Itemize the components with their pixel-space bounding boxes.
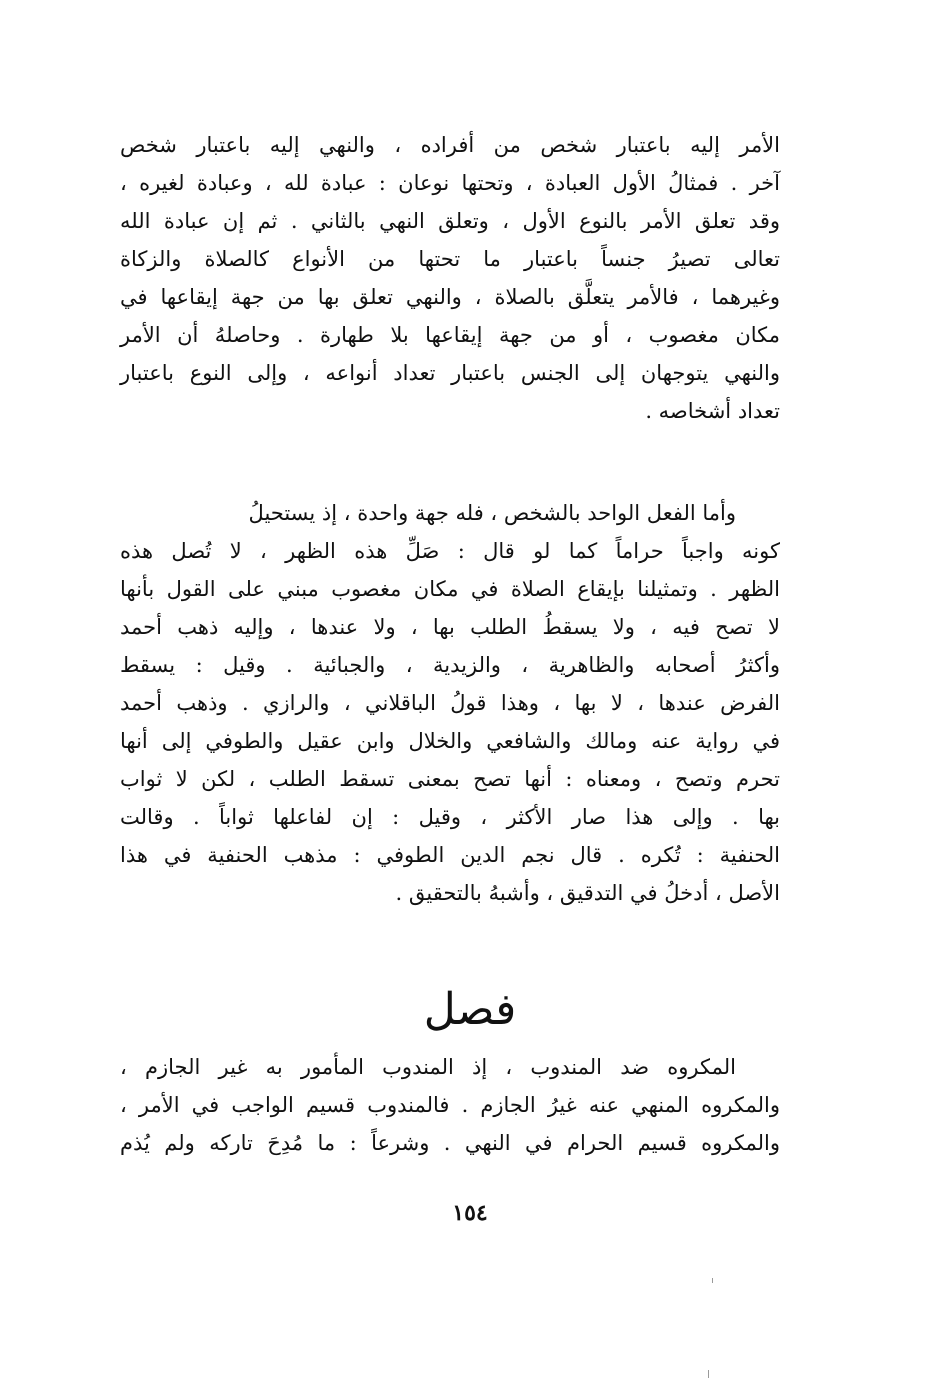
text-line: بها . وإلى هذا صار الأكثر ، وقيل : إن لفاعلها ثواباً . وقالت bbox=[120, 805, 780, 829]
text-line: وأما الفعل الواحد بالشخص ، فله جهة واحدة ، إذ يستحيلُ bbox=[248, 501, 736, 525]
text-line: في رواية عنه ومالك والشافعي والخلال وابن عقيل والطوفي إلى أنها bbox=[120, 729, 780, 753]
text-line: لا تصح فيه ، ولا يسقطُ الطلب بها ، ولا عندها ، وإليه ذهب أحمد bbox=[120, 615, 780, 639]
text-line: الأصل ، أدخلُ في التدقيق ، وأشبهُ بالتحقيق . bbox=[395, 881, 780, 905]
text-line: تعالى تصيرُ جنساً باعتبار ما تحتها من الأنواع كالصلاة والزكاة bbox=[120, 247, 780, 271]
text-line: وغيرهما ، فالأمر يتعلَّق بالصلاة ، والنهي تعلق بها من جهة إيقاعها في bbox=[120, 285, 780, 309]
text-line: والمكروه المنهي عنه غيرُ الجازم . فالمندوب قسيم الواجب في الأمر ، bbox=[120, 1093, 780, 1117]
text-line: الأمر إليه باعتبار شخص من أفراده ، والنهي إليه باعتبار شخص bbox=[120, 133, 780, 157]
text-line: والمكروه قسيم الحرام في النهي . وشرعاً : ما مُدِحَ تاركه ولم يُذم bbox=[120, 1131, 780, 1155]
scan-speck bbox=[708, 1370, 709, 1378]
text-line: الحنفية : تُكره . قال نجم الدين الطوفي : مذهب الحنفية في هذا bbox=[120, 843, 780, 867]
paragraph-1 bbox=[120, 126, 780, 430]
text-line: والنهي يتوجهان إلى الجنس باعتبار تعداد أنواعه ، وإلى النوع باعتبار bbox=[120, 361, 780, 385]
section-heading: فصل bbox=[423, 984, 517, 1035]
text-line: وأكثرُ أصحابه والظاهرية ، والزيدية ، والجبائية . وقيل : يسقط bbox=[120, 653, 780, 677]
text-line: الفرض عندها ، لا بها ، وهذا قولُ الباقلاني ، والرازي . وذهب أحمد bbox=[120, 691, 780, 715]
text-line: المكروه ضد المندوب ، إذ المندوب المأمور به غير الجازم ، bbox=[120, 1055, 736, 1079]
text-line: وقد تعلق الأمر بالنوع الأول ، وتعلق النهي بالثاني . ثم إن عبادة الله bbox=[120, 209, 780, 233]
paragraph-3 bbox=[120, 1048, 780, 1162]
text-line: كونه واجباً حراماً كما لو قال : صَلِّ هذه الظهر ، لا تُصل هذه bbox=[120, 539, 780, 563]
page-number: ١٥٤ bbox=[452, 1200, 488, 1226]
paragraph-2 bbox=[120, 494, 780, 912]
text-line: الظهر . وتمثيلنا بإيقاع الصلاة في مكان مغصوب مبني على القول بأنها bbox=[120, 577, 780, 601]
text-line: تعداد أشخاصه . bbox=[645, 399, 780, 423]
text-line: آخر . فمثالُ الأول العبادة ، وتحتها نوعان : عبادة لله ، وعبادة لغيره ، bbox=[120, 171, 780, 195]
text-line: مكان مغصوب ، أو من جهة إيقاعها بلا طهارة . وحاصلهُ أن الأمر bbox=[120, 323, 780, 347]
scan-speck bbox=[712, 1278, 713, 1283]
text-line: تحرم وتصح ، ومعناه : أنها تصح بمعنى تسقط الطلب ، لكن لا ثواب bbox=[120, 767, 780, 791]
